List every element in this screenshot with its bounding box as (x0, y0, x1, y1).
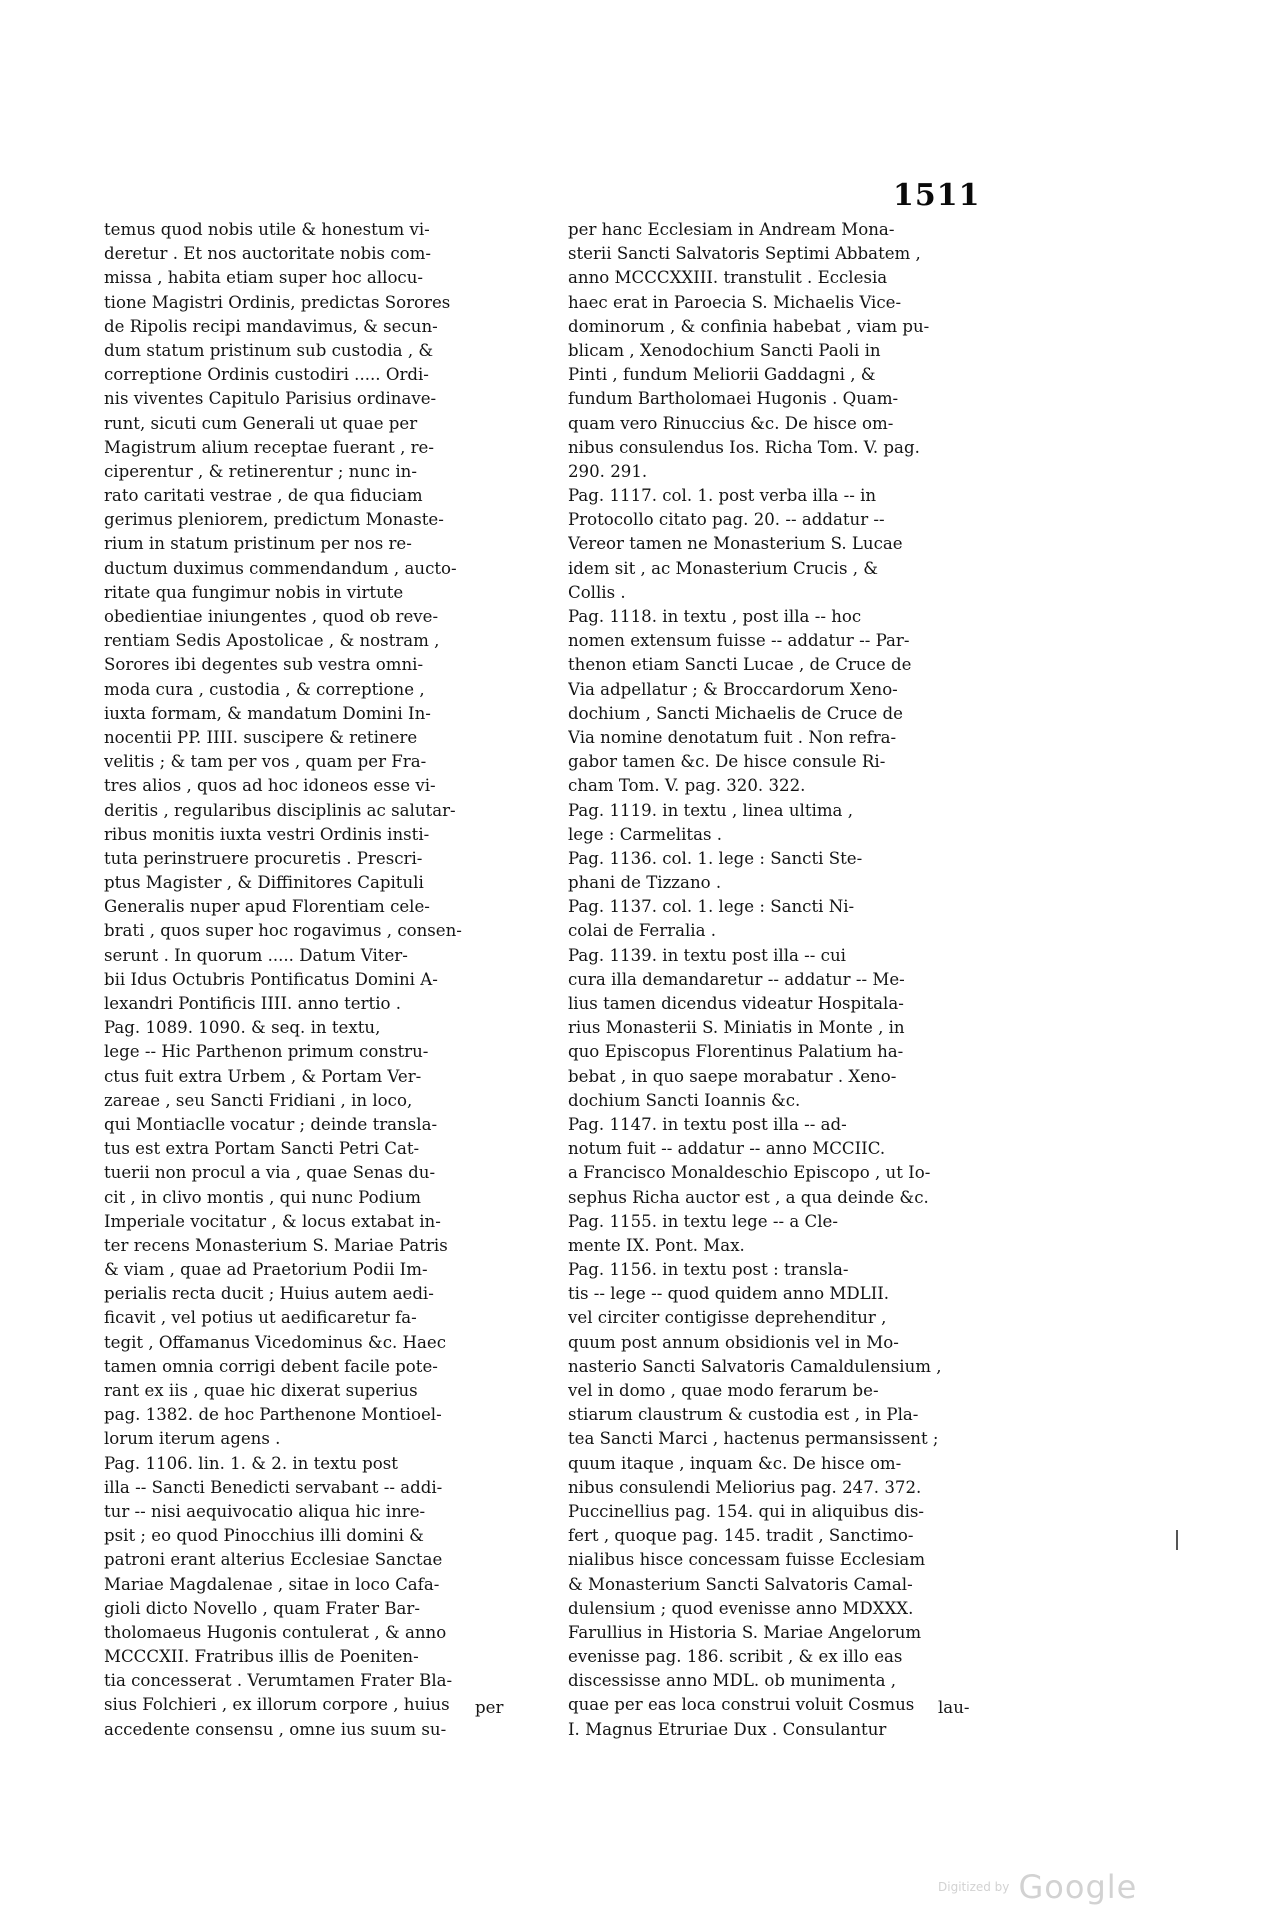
text-line: cura illa demandaretur -- addatur -- Me- (568, 969, 905, 989)
text-line: stiarum claustrum & custodia est , in Pla- (568, 1405, 919, 1425)
text-line: Pag. 1117. col. 1. post verba illa -- in (568, 486, 877, 506)
text-line: Pag. 1089. 1090. & seq. in textu, (104, 1018, 381, 1038)
text-line: tea Sancti Marci , hactenus permansissent ; (568, 1429, 939, 1449)
left-column (104, 218, 530, 1742)
text-line: Pag. 1119. in textu , linea ultima , (568, 800, 853, 820)
text-line: ritate qua fungimur nobis in virtute (104, 582, 404, 602)
text-line: sterii Sancti Salvatoris Septimi Abbatem , (568, 244, 921, 264)
text-line: I. Magnus Etruriae Dux . Consulantur (568, 1719, 887, 1739)
text-line: tia concesserat . Verumtamen Frater Bla- (104, 1671, 453, 1691)
text-line: nialibus hisce concessam fuisse Ecclesiam (568, 1550, 926, 1570)
text-line: Collis . (568, 582, 626, 602)
text-line: vel in domo , quae modo ferarum be- (568, 1381, 879, 1400)
text-line: quum post annum obsidionis vel in Mo- (568, 1332, 899, 1352)
text-line: dochium Sancti Ioannis &c. (568, 1090, 801, 1110)
text-line: correptione Ordinis custodiri ..... Ordi- (104, 365, 429, 385)
text-line: serunt . In quorum ..... Datum Viter- (104, 945, 408, 965)
text-line: tur -- nisi aequivocatio aliqua hic inre- (104, 1501, 426, 1521)
text-line: discessisse anno MDL. ob munimenta , (568, 1671, 897, 1691)
text-line: ctus fuit extra Urbem , & Portam Ver- (104, 1066, 422, 1086)
text-line: rentiam Sedis Apostolicae , & nostram , (104, 631, 440, 651)
text-line: runt, sicuti cum Generali ut quae per (104, 413, 418, 433)
text-line: Imperiale vocitatur , & locus extabat in- (104, 1211, 441, 1231)
page-number: 1511 (893, 178, 981, 213)
text-line: rant ex iis , quae hic dixerat superius (104, 1381, 418, 1400)
text-line: tus est extra Portam Sancti Petri Cat- (104, 1139, 420, 1159)
text-line: Farullius in Historia S. Mariae Angelorum (568, 1622, 922, 1642)
text-line: lege : Carmelitas . (568, 824, 723, 844)
text-line: Pag. 1137. col. 1. lege : Sancti Ni- (568, 897, 855, 917)
text-line: fert , quoque pag. 145. tradit , Sanctimo- (568, 1526, 914, 1546)
text-line: patroni erant alterius Ecclesiae Sanctae (104, 1550, 443, 1570)
right-column (568, 218, 996, 1742)
text-line: tegit , Offamanus Vicedominus &c. Haec (104, 1332, 447, 1352)
text-line: rato caritati vestrae , de qua fiduciam (104, 486, 423, 506)
text-line: anno MCCCXXIII. transtulit . Ecclesia (568, 268, 888, 288)
text-line: illa -- Sancti Benedicti servabant -- addi- (104, 1477, 443, 1497)
text-line: lius tamen dicendus videatur Hospitala- (568, 994, 904, 1013)
text-line: temus quod nobis utile & honestum vi- (104, 220, 430, 239)
text-line: Pag. 1139. in textu post illa -- cui (568, 945, 846, 965)
text-line: Pag. 1118. in textu , post illa -- hoc (568, 607, 862, 626)
text-line: haec erat in Paroecia S. Michaelis Vice- (568, 292, 902, 312)
google-logo: Google (1018, 1868, 1138, 1906)
text-line: nis viventes Capitulo Parisius ordinave- (104, 389, 437, 409)
text-line: Pag. 1106. lin. 1. & 2. in textu post (104, 1453, 398, 1473)
text-line: de Ripolis recipi mandavimus, & secun- (104, 316, 438, 336)
text-line: nibus consulendi Meliorius pag. 247. 372. (568, 1477, 922, 1497)
margin-mark (1176, 1530, 1178, 1550)
text-line: obedientiae iniungentes , quod ob reve- (104, 607, 439, 626)
text-line: rium in statum pristinum per nos re- (104, 534, 412, 554)
text-line: cham Tom. V. pag. 320. 322. (568, 776, 806, 796)
text-line: Pinti , fundum Meliorii Gaddagni , & (568, 365, 876, 385)
text-line: accedente consensu , omne ius suum su- (104, 1719, 447, 1739)
text-line: tholomaeus Hugonis contulerat , & anno (104, 1622, 447, 1642)
text-line: tuerii non procul a via , quae Senas du- (104, 1163, 436, 1183)
text-line: ribus monitis iuxta vestri Ordinis insti- (104, 824, 430, 844)
text-line: gerimus pleniorem, predictum Monaste- (104, 510, 444, 530)
text-line: perialis recta ducit ; Huius autem aedi- (104, 1284, 434, 1304)
text-line: 290. 291. (568, 461, 648, 481)
text-line: lexandri Pontificis IIII. anno tertio . (104, 994, 402, 1013)
text-line: Generalis nuper apud Florentiam cele- (104, 897, 430, 917)
text-line: Vereor tamen ne Monasterium S. Lucae (568, 534, 903, 554)
text-line: sius Folchieri , ex illorum corpore , huius (104, 1695, 450, 1715)
text-line: pag. 1382. de hoc Parthenone Montioel- (104, 1405, 442, 1425)
text-line: ficavit , vel potius ut aedificaretur fa- (104, 1308, 417, 1328)
text-line: Pag. 1156. in textu post : transla- (568, 1260, 849, 1280)
text-line: evenisse pag. 186. scribit , & ex illo eas (568, 1647, 903, 1667)
text-line: quae per eas loca construi voluit Cosmus (568, 1695, 915, 1715)
text-line: qui Montiaclle vocatur ; deinde transla- (104, 1114, 438, 1134)
text-line: gioli dicto Novello , quam Frater Bar- (104, 1598, 420, 1618)
text-line: & viam , quae ad Praetorium Podii Im- (104, 1260, 428, 1280)
text-line: quum itaque , inquam &c. De hisce om- (568, 1453, 902, 1473)
text-line: iuxta formam, & mandatum Domini In- (104, 703, 431, 723)
text-line: per hanc Ecclesiam in Andream Mona- (568, 220, 895, 239)
text-line: tuta perinstruere procuretis . Prescri- (104, 848, 423, 868)
text-line: deritis , regularibus disciplinis ac salutar- (104, 800, 456, 820)
text-line: nomen extensum fuisse -- addatur -- Par- (568, 631, 910, 651)
text-line: vel circiter contigisse deprehenditur , (568, 1308, 887, 1328)
text-line: tamen omnia corrigi debent facile pote- (104, 1356, 438, 1376)
text-line: Protocollo citato pag. 20. -- addatur -- (568, 510, 885, 530)
text-line: cit , in clivo montis , qui nunc Podium (104, 1187, 421, 1207)
digitized-watermark (938, 1868, 1137, 1906)
text-line: notum fuit -- addatur -- anno MCCIIC. (568, 1139, 886, 1159)
text-line: sephus Richa auctor est , a qua deinde &c. (568, 1187, 929, 1207)
text-line: missa , habita etiam super hoc allocu- (104, 268, 424, 288)
right-catchword: lau- (938, 1698, 970, 1717)
text-line: ter recens Monasterium S. Mariae Patris (104, 1235, 448, 1255)
text-line: Magistrum alium receptae fuerant , re- (104, 437, 434, 457)
text-line: thenon etiam Sancti Lucae , de Cruce de (568, 655, 912, 675)
text-line: dulensium ; quod evenisse anno MDXXX. (568, 1598, 914, 1618)
text-line: Sorores ibi degentes sub vestra omni- (104, 655, 424, 675)
text-line: idem sit , ac Monasterium Crucis , & (568, 558, 879, 578)
text-line: Puccinellius pag. 154. qui in aliquibus dis- (568, 1501, 924, 1521)
text-line: dum statum pristinum sub custodia , & (104, 340, 434, 360)
text-line: bebat , in quo saepe morabatur . Xeno- (568, 1066, 897, 1086)
text-line: Pag. 1147. in textu post illa -- ad- (568, 1114, 847, 1134)
text-line: zareae , seu Sancti Fridiani , in loco, (104, 1090, 413, 1110)
text-line: nasterio Sancti Salvatoris Camaldulensium , (568, 1356, 942, 1376)
text-line: ductum duximus commendandum , aucto- (104, 558, 457, 578)
text-line: velitis ; & tam per vos , quam per Fra- (104, 752, 427, 772)
text-line: colai de Ferralia . (568, 921, 717, 941)
text-line: gabor tamen &c. De hisce consule Ri- (568, 752, 886, 772)
text-line: Via nomine denotatum fuit . Non refra- (568, 727, 897, 747)
text-line: lorum iterum agens . (104, 1429, 281, 1449)
text-line: mente IX. Pont. Max. (568, 1235, 745, 1255)
text-line: nibus consulendus Ios. Richa Tom. V. pag. (568, 437, 920, 457)
text-line: MCCCXII. Fratribus illis de Poeniten- (104, 1647, 419, 1667)
text-line: & Monasterium Sancti Salvatoris Camal- (568, 1574, 913, 1594)
text-line: tis -- lege -- quod quidem anno MDLII. (568, 1284, 890, 1304)
text-line: Via adpellatur ; & Broccardorum Xeno- (568, 679, 898, 699)
text-line: ciperentur , & retinerentur ; nunc in- (104, 461, 417, 481)
text-line: psit ; eo quod Pinocchius illi domini & (104, 1526, 424, 1546)
text-line: deretur . Et nos auctoritate nobis com- (104, 244, 431, 264)
text-line: blicam , Xenodochium Sancti Paoli in (568, 340, 881, 360)
text-line: nocentii PP. IIII. suscipere & retinere (104, 727, 418, 747)
text-line: fundum Bartholomaei Hugonis . Quam- (568, 389, 899, 409)
text-line: brati , quos super hoc rogavimus , consen- (104, 921, 462, 941)
left-catchword: per (475, 1698, 504, 1717)
text-line: dochium , Sancti Michaelis de Cruce de (568, 703, 903, 723)
text-line: Mariae Magdalenae , sitae in loco Cafa- (104, 1574, 440, 1594)
text-line: a Francisco Monaldeschio Episcopo , ut Io- (568, 1163, 931, 1183)
text-line: Pag. 1155. in textu lege -- a Cle- (568, 1211, 838, 1231)
text-line: ptus Magister , & Diffinitores Capituli (104, 873, 424, 893)
text-line: tione Magistri Ordinis, predictas Sorores (104, 292, 451, 312)
text-line: moda cura , custodia , & correptione , (104, 679, 425, 699)
text-line: phani de Tizzano . (568, 873, 722, 893)
text-line: quo Episcopus Florentinus Palatium ha- (568, 1042, 904, 1062)
text-line: quam vero Rinuccius &c. De hisce om- (568, 413, 894, 433)
text-line: dominorum , & confinia habebat , viam pu- (568, 316, 930, 336)
text-line: bii Idus Octubris Pontificatus Domini A- (104, 969, 438, 989)
text-line: lege -- Hic Parthenon primum constru- (104, 1042, 429, 1062)
text-line: Pag. 1136. col. 1. lege : Sancti Ste- (568, 848, 863, 868)
text-line: rius Monasterii S. Miniatis in Monte , in (568, 1018, 905, 1038)
watermark-prefix: Digitized by (938, 1880, 1010, 1894)
text-line: tres alios , quos ad hoc idoneos esse vi- (104, 776, 436, 796)
